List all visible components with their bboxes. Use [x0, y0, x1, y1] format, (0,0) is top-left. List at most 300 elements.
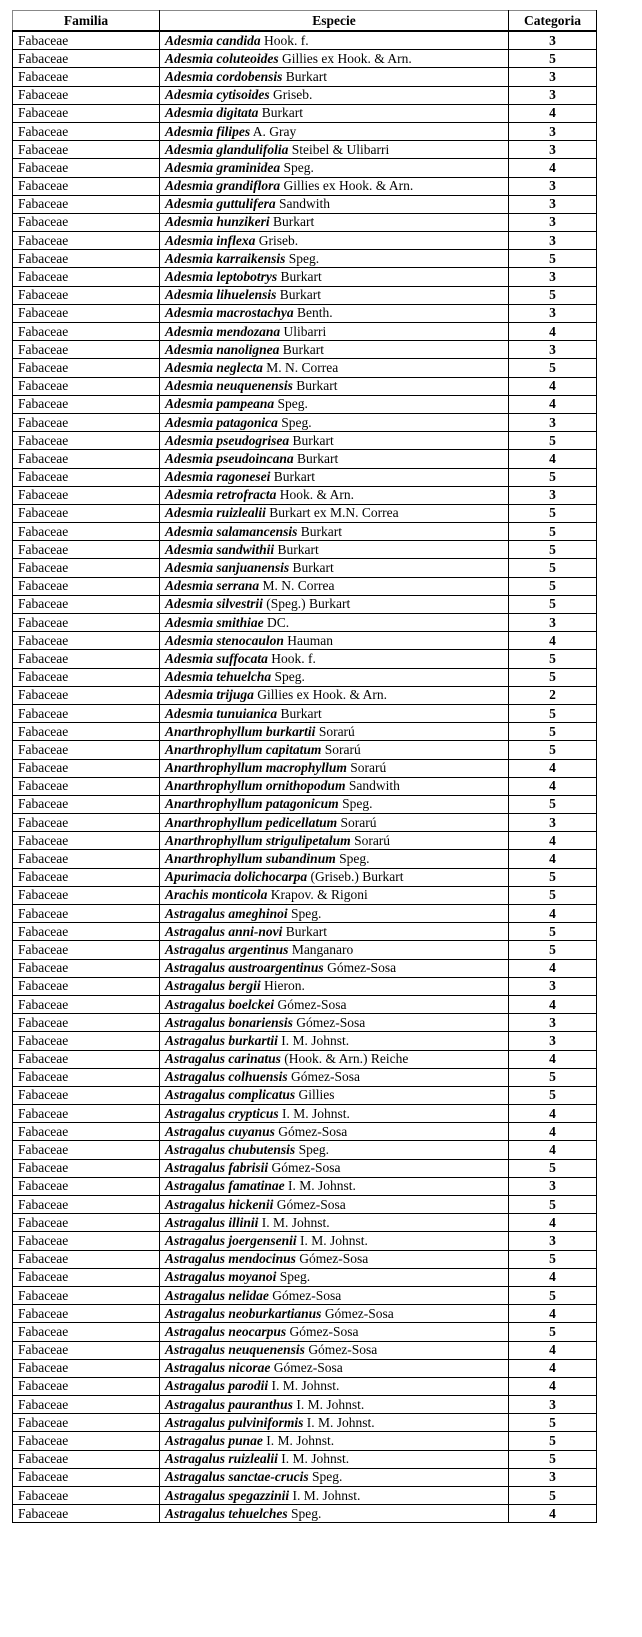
taxon-author: Gillies — [298, 1087, 335, 1103]
taxon-author: Gillies ex Hook. & Arn. — [257, 687, 388, 703]
familia-cell: Fabaceae — [13, 850, 160, 868]
taxon-name: Adesmia serrana — [165, 578, 260, 594]
taxon-name: Anarthrophyllum subandinum — [165, 851, 336, 867]
categoria-cell: 4 — [509, 1505, 597, 1523]
categoria-cell: 3 — [509, 814, 597, 832]
taxon-author: Manganaro — [291, 941, 354, 957]
categoria-cell: 5 — [509, 868, 597, 886]
taxon-author: Hieron. — [264, 978, 305, 994]
taxon-name: Adesmia guttulifera — [165, 196, 276, 212]
familia-cell: Fabaceae — [13, 650, 160, 668]
taxon-name: Adesmia sandwithii — [165, 541, 275, 557]
categoria-cell: 3 — [509, 177, 597, 195]
taxon-author: Benth. — [297, 305, 333, 321]
especie-cell — [160, 1341, 509, 1359]
taxon-author: (Griseb.) Burkart — [310, 869, 404, 885]
taxon-author: Hook. f. — [264, 32, 309, 48]
table-row — [13, 850, 597, 868]
especie-cell — [160, 1086, 509, 1104]
categoria-cell: 4 — [509, 1141, 597, 1159]
taxon-name: Adesmia sanjuanensis — [165, 560, 290, 576]
table-row — [13, 50, 597, 68]
familia-cell: Fabaceae — [13, 1414, 160, 1432]
familia-cell: Fabaceae — [13, 1141, 160, 1159]
taxon-author: Hook. & Arn. — [279, 487, 354, 503]
taxon-author: Sandwith — [348, 778, 400, 794]
taxon-author: Burkart ex M.N. Correa — [269, 505, 399, 521]
familia-cell: Fabaceae — [13, 1177, 160, 1195]
familia-cell: Fabaceae — [13, 759, 160, 777]
especie-cell — [160, 541, 509, 559]
table-body — [13, 31, 597, 1523]
taxon-author: DC. — [267, 614, 290, 630]
categoria-cell: 5 — [509, 250, 597, 268]
especie-cell — [160, 359, 509, 377]
categoria-cell: 5 — [509, 886, 597, 904]
table-row — [13, 1450, 597, 1468]
taxon-author: Gómez-Sosa — [324, 1305, 394, 1321]
taxon-name: Adesmia macrostachya — [165, 305, 294, 321]
especie-cell — [160, 650, 509, 668]
taxon-author: Speg. — [279, 1269, 311, 1285]
table-row — [13, 1123, 597, 1141]
familia-cell: Fabaceae — [13, 1105, 160, 1123]
taxon-name: Anarthrophyllum pedicellatum — [165, 814, 338, 830]
taxon-author: Speg. — [288, 250, 320, 266]
taxon-name: Arachis monticola — [165, 887, 268, 903]
taxon-name: Adesmia coluteoides — [165, 50, 279, 66]
taxon-name: Astragalus pauranthus — [165, 1396, 293, 1412]
taxon-author: Gómez-Sosa — [271, 1160, 341, 1176]
taxon-name: Adesmia digitata — [165, 105, 259, 121]
table-row — [13, 1468, 597, 1486]
categoria-cell: 4 — [509, 777, 597, 795]
table-row — [13, 486, 597, 504]
taxon-name: Adesmia suffocata — [165, 650, 268, 666]
especie-cell — [160, 141, 509, 159]
familia-cell: Fabaceae — [13, 1268, 160, 1286]
taxon-name: Anarthrophyllum burkartii — [165, 723, 316, 739]
familia-cell: Fabaceae — [13, 1050, 160, 1068]
categoria-cell: 3 — [509, 1177, 597, 1195]
taxon-name: Astragalus nelidae — [165, 1287, 269, 1303]
especie-cell — [160, 1014, 509, 1032]
taxon-author: Burkart — [292, 560, 334, 576]
taxon-author: Speg. — [291, 1505, 322, 1521]
familia-cell: Fabaceae — [13, 1196, 160, 1214]
familia-cell: Fabaceae — [13, 1214, 160, 1232]
especie-cell — [160, 941, 509, 959]
familia-cell: Fabaceae — [13, 50, 160, 68]
taxon-name: Adesmia glandulifolia — [165, 141, 289, 157]
familia-cell: Fabaceae — [13, 1068, 160, 1086]
table-header — [13, 11, 597, 32]
taxon-author: Burkart — [261, 105, 304, 121]
especie-cell — [160, 50, 509, 68]
taxon-name: Astragalus pulviniformis — [165, 1414, 304, 1430]
table-row — [13, 141, 597, 159]
categoria-cell: 5 — [509, 704, 597, 722]
taxon-author: I. M. Johnst. — [266, 1433, 335, 1449]
especie-cell — [160, 795, 509, 813]
categoria-cell: 5 — [509, 1487, 597, 1505]
taxon-author: Gómez-Sosa — [272, 1287, 342, 1303]
taxon-author: Sorarú — [354, 832, 391, 848]
taxon-name: Adesmia silvestrii — [165, 596, 263, 612]
familia-cell: Fabaceae — [13, 122, 160, 140]
categoria-cell: 4 — [509, 1377, 597, 1395]
especie-cell — [160, 905, 509, 923]
taxon-name: Anarthrophyllum macrophyllum — [165, 760, 347, 776]
taxon-name: Anarthrophyllum capitatum — [165, 741, 322, 757]
familia-cell: Fabaceae — [13, 1305, 160, 1323]
table-row — [13, 159, 597, 177]
familia-cell: Fabaceae — [13, 523, 160, 541]
taxon-name: Astragalus joergensenii — [165, 1232, 297, 1248]
table-row — [13, 68, 597, 86]
taxon-name: Astragalus bergii — [165, 978, 261, 994]
taxon-author: Gómez-Sosa — [291, 1069, 361, 1085]
taxon-name: Apurimacia dolichocarpa — [165, 869, 308, 885]
taxon-name: Astragalus neoburkartianus — [165, 1305, 322, 1321]
especie-cell — [160, 1268, 509, 1286]
table-row — [13, 1105, 597, 1123]
taxon-name: Adesmia ragonesei — [165, 469, 271, 485]
table-row — [13, 704, 597, 722]
especie-cell — [160, 614, 509, 632]
especie-cell — [160, 977, 509, 995]
table-row — [13, 1086, 597, 1104]
taxon-author: Burkart — [282, 341, 325, 357]
categoria-cell: 4 — [509, 1341, 597, 1359]
familia-cell: Fabaceae — [13, 1159, 160, 1177]
especie-cell — [160, 31, 509, 50]
table-row — [13, 923, 597, 941]
especie-cell — [160, 104, 509, 122]
table-row — [13, 1305, 597, 1323]
familia-cell: Fabaceae — [13, 777, 160, 795]
taxon-author: Gómez-Sosa — [276, 1196, 346, 1212]
taxon-author: Sorarú — [340, 814, 377, 830]
categoria-cell: 5 — [509, 595, 597, 613]
especie-cell — [160, 1250, 509, 1268]
especie-cell — [160, 1377, 509, 1395]
taxon-name: Adesmia cytisoides — [165, 87, 270, 103]
familia-cell: Fabaceae — [13, 668, 160, 686]
taxon-author: I. M. Johnst. — [296, 1396, 365, 1412]
categoria-cell: 5 — [509, 1159, 597, 1177]
taxon-name: Adesmia grandiflora — [165, 178, 281, 194]
table-row — [13, 795, 597, 813]
taxon-name: Adesmia tunuianica — [165, 705, 278, 721]
taxon-name: Astragalus mendocinus — [165, 1251, 296, 1267]
especie-cell — [160, 523, 509, 541]
taxon-name: Astragalus ameghinoi — [165, 905, 288, 921]
table-row — [13, 577, 597, 595]
table-row — [13, 777, 597, 795]
especie-cell — [160, 850, 509, 868]
categoria-cell: 4 — [509, 959, 597, 977]
categoria-cell: 4 — [509, 1305, 597, 1323]
especie-cell — [160, 232, 509, 250]
taxon-name: Astragalus boelckei — [165, 996, 275, 1012]
table-row — [13, 686, 597, 704]
taxon-author: Burkart — [300, 523, 343, 539]
categoria-cell: 5 — [509, 1286, 597, 1304]
especie-cell — [160, 704, 509, 722]
table-row — [13, 177, 597, 195]
familia-cell: Fabaceae — [13, 377, 160, 395]
categoria-cell: 3 — [509, 1396, 597, 1414]
table-row — [13, 1432, 597, 1450]
taxon-name: Adesmia pseudogrisea — [165, 432, 290, 448]
especie-cell — [160, 1305, 509, 1323]
taxon-name: Adesmia salamancensis — [165, 523, 298, 539]
table-row — [13, 1050, 597, 1068]
especie-cell — [160, 504, 509, 522]
familia-cell: Fabaceae — [13, 86, 160, 104]
familia-cell: Fabaceae — [13, 341, 160, 359]
especie-cell — [160, 377, 509, 395]
categoria-cell: 3 — [509, 268, 597, 286]
table-row — [13, 1032, 597, 1050]
categoria-cell: 4 — [509, 905, 597, 923]
familia-cell: Fabaceae — [13, 213, 160, 231]
familia-cell: Fabaceae — [13, 413, 160, 431]
familia-cell: Fabaceae — [13, 1432, 160, 1450]
taxon-author: Burkart — [273, 469, 316, 485]
taxon-name: Adesmia mendozana — [165, 323, 281, 339]
categoria-cell: 5 — [509, 1414, 597, 1432]
table-row — [13, 1068, 597, 1086]
especie-cell — [160, 1505, 509, 1523]
taxon-author: Speg. — [312, 1469, 343, 1485]
especie-cell — [160, 777, 509, 795]
table-row — [13, 523, 597, 541]
taxon-name: Adesmia neglecta — [165, 359, 263, 375]
taxon-name: Astragalus carinatus — [165, 1051, 281, 1067]
categoria-cell: 3 — [509, 213, 597, 231]
categoria-cell: 5 — [509, 1086, 597, 1104]
taxon-author: I. M. Johnst. — [300, 1232, 368, 1248]
taxon-name: Astragalus burkartii — [165, 1032, 278, 1048]
familia-cell: Fabaceae — [13, 1468, 160, 1486]
familia-cell: Fabaceae — [13, 959, 160, 977]
table-row — [13, 650, 597, 668]
categoria-cell: 5 — [509, 723, 597, 741]
familia-cell: Fabaceae — [13, 1377, 160, 1395]
categoria-cell: 3 — [509, 31, 597, 50]
table-row — [13, 1014, 597, 1032]
taxon-author: Hauman — [287, 632, 333, 648]
taxon-name: Astragalus crypticus — [165, 1105, 279, 1121]
especie-cell — [160, 741, 509, 759]
familia-cell: Fabaceae — [13, 723, 160, 741]
taxon-name: Astragalus bonariensis — [165, 1014, 293, 1030]
especie-cell — [160, 268, 509, 286]
especie-cell — [160, 432, 509, 450]
taxon-name: Astragalus illinii — [165, 1214, 259, 1230]
categoria-cell: 4 — [509, 159, 597, 177]
taxon-name: Adesmia trijuga — [165, 687, 254, 703]
familia-cell: Fabaceae — [13, 1323, 160, 1341]
header-familia: Familia — [13, 11, 160, 32]
taxon-author: Hook. f. — [271, 650, 316, 666]
categoria-cell: 5 — [509, 523, 597, 541]
categoria-cell: 4 — [509, 104, 597, 122]
especie-cell — [160, 595, 509, 613]
categoria-cell: 3 — [509, 122, 597, 140]
especie-cell — [160, 1032, 509, 1050]
table-row — [13, 959, 597, 977]
familia-cell: Fabaceae — [13, 541, 160, 559]
familia-cell: Fabaceae — [13, 1286, 160, 1304]
table-row — [13, 886, 597, 904]
table-row — [13, 995, 597, 1013]
table-row — [13, 304, 597, 322]
taxon-author: Burkart — [273, 214, 315, 230]
taxon-name: Adesmia leptobotrys — [165, 269, 278, 285]
taxon-author: Ulibarri — [283, 323, 327, 339]
familia-cell: Fabaceae — [13, 832, 160, 850]
table-row — [13, 1359, 597, 1377]
table-row — [13, 250, 597, 268]
table-row — [13, 1396, 597, 1414]
taxon-author: M. N. Correa — [262, 578, 335, 594]
table-row — [13, 450, 597, 468]
taxon-author: Steibel & Ulibarri — [291, 141, 390, 157]
especie-cell — [160, 886, 509, 904]
especie-cell — [160, 1068, 509, 1086]
taxon-author: I. M. Johnst. — [306, 1414, 375, 1430]
taxon-name: Astragalus neuquenensis — [165, 1342, 305, 1358]
especie-cell — [160, 1141, 509, 1159]
familia-cell: Fabaceae — [13, 195, 160, 213]
table-row — [13, 31, 597, 50]
taxon-author: Speg. — [281, 414, 312, 430]
especie-cell — [160, 723, 509, 741]
categoria-cell: 5 — [509, 359, 597, 377]
taxon-name: Adesmia patagonica — [165, 414, 278, 430]
taxon-author: Krapov. & Rigoni — [270, 887, 368, 903]
categoria-cell: 5 — [509, 504, 597, 522]
taxon-author: Sorarú — [324, 741, 361, 757]
taxon-author: Gómez-Sosa — [277, 996, 347, 1012]
categoria-cell: 5 — [509, 577, 597, 595]
table-row — [13, 1250, 597, 1268]
table-row — [13, 559, 597, 577]
taxon-author: I. M. Johnst. — [281, 1032, 350, 1048]
taxon-name: Astragalus cuyanus — [165, 1123, 275, 1139]
familia-cell: Fabaceae — [13, 250, 160, 268]
especie-cell — [160, 1105, 509, 1123]
taxon-author: Burkart — [297, 450, 339, 466]
familia-cell: Fabaceae — [13, 1487, 160, 1505]
familia-cell: Fabaceae — [13, 450, 160, 468]
especie-cell — [160, 395, 509, 413]
header-row — [13, 11, 597, 32]
table-row — [13, 1268, 597, 1286]
table-row — [13, 1377, 597, 1395]
categoria-cell: 5 — [509, 795, 597, 813]
familia-cell: Fabaceae — [13, 432, 160, 450]
table-row — [13, 504, 597, 522]
especie-cell — [160, 868, 509, 886]
especie-cell — [160, 450, 509, 468]
categoria-cell: 5 — [509, 1196, 597, 1214]
taxon-name: Adesmia retrofracta — [165, 487, 277, 503]
categoria-cell: 4 — [509, 450, 597, 468]
table-row — [13, 1286, 597, 1304]
taxon-name: Adesmia graminidea — [165, 159, 281, 175]
especie-cell — [160, 1396, 509, 1414]
taxon-name: Adesmia tehuelcha — [165, 669, 272, 685]
taxon-author: Burkart — [277, 541, 319, 557]
categoria-cell: 5 — [509, 1068, 597, 1086]
table-row — [13, 195, 597, 213]
categoria-cell: 5 — [509, 468, 597, 486]
especie-cell — [160, 1196, 509, 1214]
categoria-cell: 3 — [509, 141, 597, 159]
familia-cell: Fabaceae — [13, 232, 160, 250]
especie-cell — [160, 995, 509, 1013]
header-especie: Especie — [160, 11, 509, 32]
taxon-author: Burkart — [279, 287, 322, 303]
taxon-name: Adesmia lihuelensis — [165, 287, 277, 303]
especie-cell — [160, 959, 509, 977]
taxon-name: Astragalus moyanoi — [165, 1269, 277, 1285]
familia-cell: Fabaceae — [13, 1450, 160, 1468]
taxon-author: Speg. — [339, 851, 370, 867]
categoria-cell: 5 — [509, 541, 597, 559]
taxon-author: Burkart — [296, 378, 338, 394]
taxon-name: Adesmia cordobensis — [165, 68, 283, 84]
especie-cell — [160, 686, 509, 704]
table-row — [13, 1196, 597, 1214]
table-row — [13, 104, 597, 122]
categoria-cell: 3 — [509, 86, 597, 104]
familia-cell: Fabaceae — [13, 1014, 160, 1032]
familia-cell: Fabaceae — [13, 141, 160, 159]
table-row — [13, 1177, 597, 1195]
taxon-author: (Hook. & Arn.) Reiche — [284, 1051, 409, 1067]
table-row — [13, 1414, 597, 1432]
especie-cell — [160, 213, 509, 231]
table-row — [13, 741, 597, 759]
familia-cell: Fabaceae — [13, 1396, 160, 1414]
familia-cell: Fabaceae — [13, 977, 160, 995]
categoria-cell: 5 — [509, 432, 597, 450]
table-row — [13, 1232, 597, 1250]
familia-cell: Fabaceae — [13, 68, 160, 86]
categoria-cell: 4 — [509, 759, 597, 777]
familia-cell: Fabaceae — [13, 177, 160, 195]
familia-cell: Fabaceae — [13, 595, 160, 613]
familia-cell: Fabaceae — [13, 923, 160, 941]
familia-cell: Fabaceae — [13, 504, 160, 522]
categoria-cell: 4 — [509, 1359, 597, 1377]
especie-cell — [160, 559, 509, 577]
categoria-cell: 4 — [509, 632, 597, 650]
especie-cell — [160, 1159, 509, 1177]
taxon-author: I. M. Johnst. — [288, 1178, 356, 1194]
taxon-name: Astragalus nicorae — [165, 1360, 271, 1376]
table-row — [13, 1323, 597, 1341]
taxon-author: Gómez-Sosa — [273, 1360, 343, 1376]
taxon-name: Astragalus austroargentinus — [165, 960, 324, 976]
table-row — [13, 413, 597, 431]
especie-cell — [160, 1286, 509, 1304]
